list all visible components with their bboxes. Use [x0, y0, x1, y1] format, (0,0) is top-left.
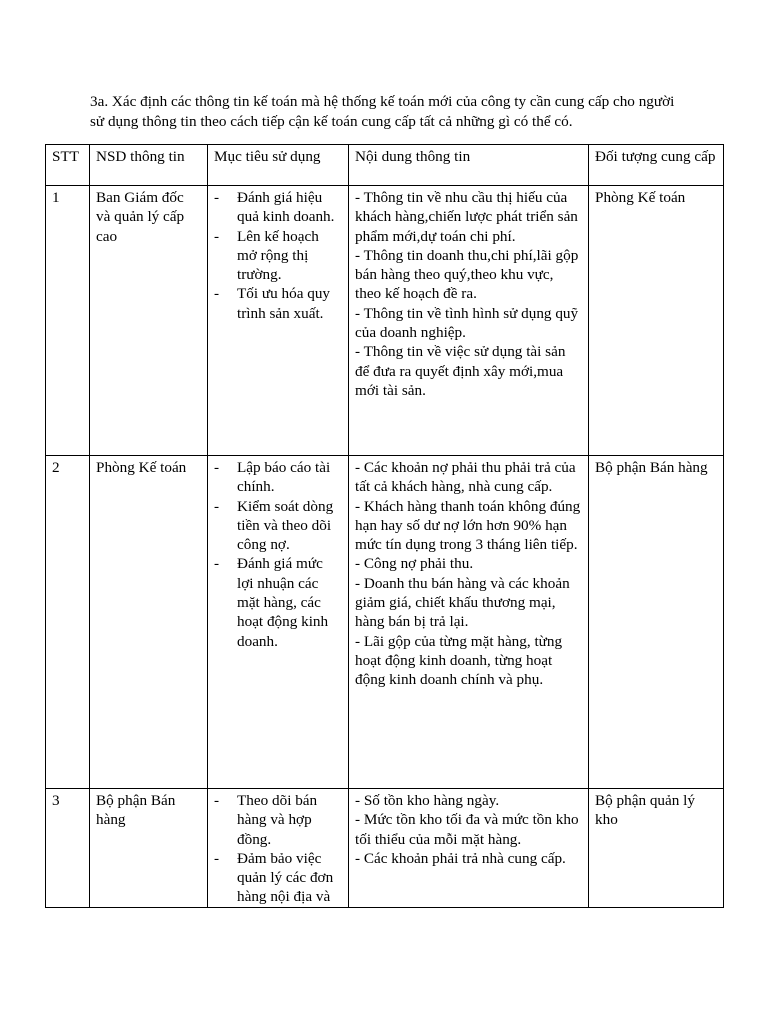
list-item: - Lên kế hoạch mở rộng thị trường. [214, 227, 342, 285]
table-row [46, 456, 724, 789]
cell-muc-tieu [208, 456, 349, 789]
cell-muc-tieu [208, 186, 349, 456]
content-paragraph: - Các khoản nợ phải thu phải trả của tất cả khách hàng, nhà cung cấp. [355, 459, 576, 496]
cell-stt: 1 [46, 186, 90, 456]
content-paragraph: - Mức tồn kho tối đa và mức tồn kho tối thiểu của mỗi mặt hàng. [355, 811, 579, 848]
header-doi-tuong: Đối tượng cung cấp [589, 145, 724, 186]
content-paragraph: - Lãi gộp của từng mặt hàng, từng hoạt động kinh doanh, từng hoạt động kinh doanh chính và phụ. [355, 632, 563, 689]
cell-doi-tuong: Bộ phận Bán hàng [589, 456, 724, 789]
cell-nsd: Ban Giám đốc và quản lý cấp cao [90, 186, 208, 456]
cell-noi-dung [349, 789, 589, 908]
cell-nsd: Phòng Kế toán [90, 456, 208, 789]
table-row [46, 186, 724, 456]
content-paragraph: - Số tồn kho hàng ngày. [355, 792, 500, 809]
cell-doi-tuong: Phòng Kế toán [589, 186, 724, 456]
section-heading: 3a. Xác định các thông tin kế toán mà hệ thống kế toán mới của công ty cần cung cấp cho người sử dụng thông tin theo cách tiếp cận kế toán cung cấp tất cả những gì có thể có. [90, 93, 675, 130]
cell-muc-tieu [208, 789, 349, 908]
list-item: - Đảm bảo việc quản lý các đơn hàng nội địa và [214, 849, 342, 907]
list-item: - Theo dõi bán hàng và hợp đồng. [214, 791, 342, 849]
header-stt: STT [46, 145, 90, 186]
header-nsd: NSD thông tin [90, 145, 208, 186]
info-table [45, 144, 724, 908]
list-item: - Đánh giá hiệu quả kinh doanh. [214, 188, 342, 227]
content-paragraph: - Thông tin doanh thu,chi phí,lãi gộp bán hàng theo quý,theo khu vực, theo kế hoạch đề ra. [355, 246, 579, 303]
list-item: - Tối ưu hóa quy trình sản xuất. [214, 284, 342, 323]
content-paragraph: - Công nợ phải thu. [355, 555, 474, 573]
cell-doi-tuong: Bộ phận quản lý kho [589, 789, 724, 908]
table-row [46, 789, 724, 908]
list-item: - Lập báo cáo tài chính. [214, 458, 342, 497]
list-item: - Đánh giá mức lợi nhuận các mặt hàng, các hoạt động kinh doanh. [214, 554, 342, 650]
cell-stt: 3 [46, 789, 90, 908]
content-paragraph: - Thông tin về tình hình sử dụng quỹ của doanh nghiệp. [355, 304, 579, 342]
list-item: - Kiểm soát dòng tiền và theo dõi công nợ. [214, 497, 342, 555]
table-header-row [46, 145, 724, 186]
cell-nsd: Bộ phận Bán hàng [90, 789, 208, 908]
header-muc-tieu: Mục tiêu sử dụng [208, 145, 349, 186]
cell-stt: 2 [46, 456, 90, 789]
content-paragraph: - Doanh thu bán hàng và các khoản giảm giá, chiết khấu thương mại, hàng bán bị trả lại. [355, 574, 570, 631]
header-noi-dung: Nội dung thông tin [349, 145, 589, 186]
cell-noi-dung [349, 456, 589, 789]
content-paragraph: - Khách hàng thanh toán không đúng hạn hay số dư nợ lớn hơn 90% hạn mức tín dụng trong 3 tháng liên tiếp. [355, 497, 581, 554]
content-paragraph: - Các khoản phải trả nhà cung cấp. [355, 849, 566, 867]
content-paragraph: - Thông tin về việc sử dụng tài sản để đưa ra quyết định xây mới,mua mới tài sản. [355, 343, 566, 399]
cell-noi-dung [349, 186, 589, 456]
content-paragraph: - Thông tin về nhu cầu thị hiếu của khách hàng,chiến lược phát triển sản phẩm mới,dự toán chi phí. [355, 189, 578, 245]
